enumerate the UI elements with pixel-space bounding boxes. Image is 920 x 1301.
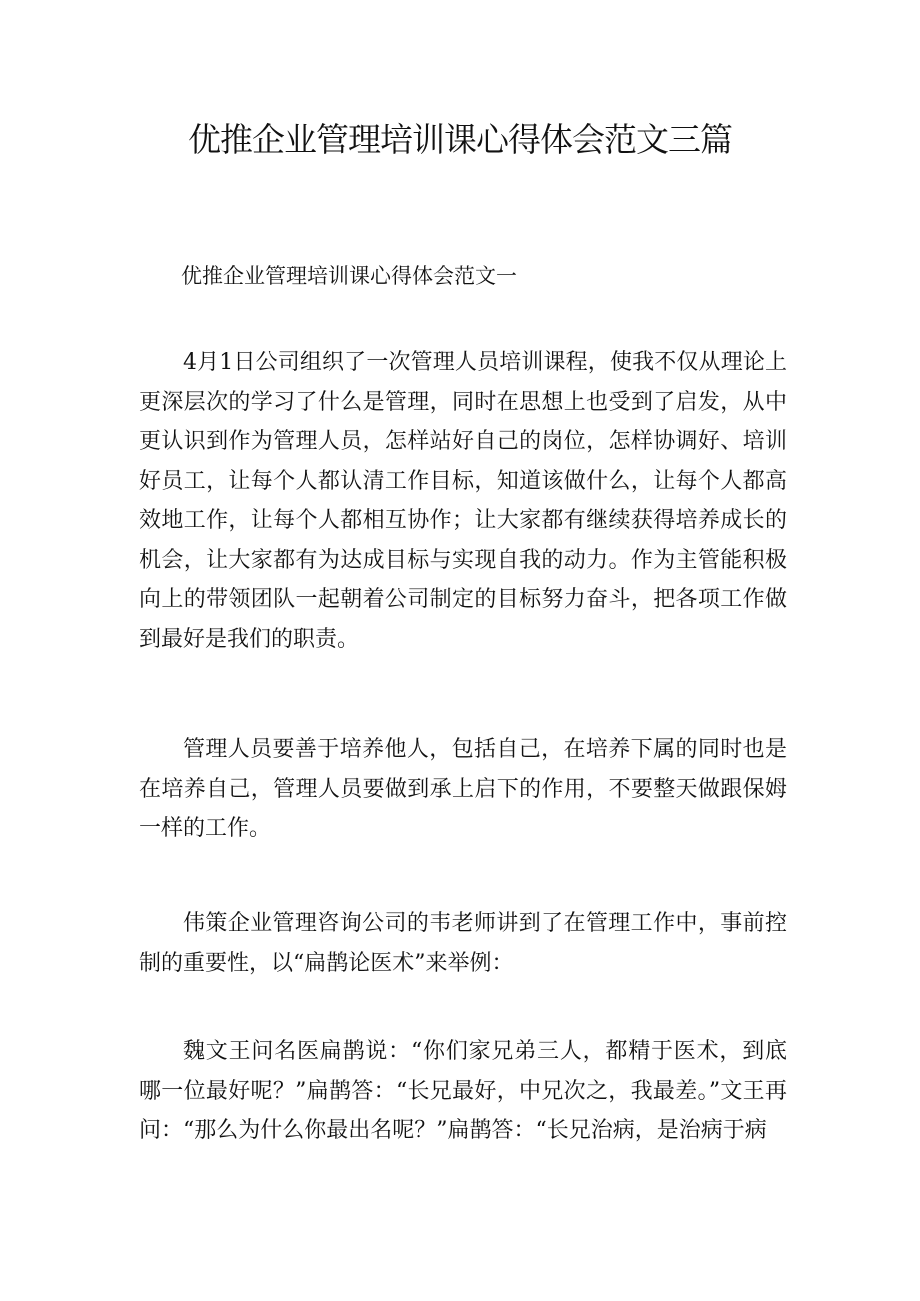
paragraph-1: 4月1日公司组织了一次管理人员培训课程，使我不仅从理论上更深层次的学习了什么是管理，同时在思想上也受到了启发，从中更认识到作为管理人员，怎样站好自己的岗位，怎样协调好、培训好员工，让每个人都认清工作目标，知道该做什么，让每个人都高效地工作，让每个人都相互协作；让大家都有继续获得培养成长的机会，让大家都有为达成目标与实现自我的动力。作为主管能积极向上的带领团队一起朝着公司制定的目标努力奋斗，把各项工作做到最好是我们的职责。 — [139, 350, 787, 652]
paragraph-4: 魏文王问名医扁鹊说：“你们家兄弟三人，都精于医术，到底哪一位最好呢？”扁鹊答：“长兄最好，中兄次之，我最差。”文王再问：“那么为什么你最出名呢？”扁鹊答：“长兄治病，是治病于病 — [139, 1039, 787, 1143]
paragraph-2: 管理人员要善于培养他人，包括自己，在培养下属的同时也是在培养自己，管理人员要做到承上启下的作用，不要整天做跟保姆一样的工作。 — [139, 737, 787, 841]
section-heading: 优推企业管理培训课心得体会范文一 — [181, 264, 517, 288]
document-title: 优推企业管理培训课心得体会范文三篇 — [188, 120, 732, 159]
paragraph-3: 伟策企业管理咨询公司的韦老师讲到了在管理工作中，事前控制的重要性，以“扁鹊论医术”来举例： — [139, 911, 787, 976]
